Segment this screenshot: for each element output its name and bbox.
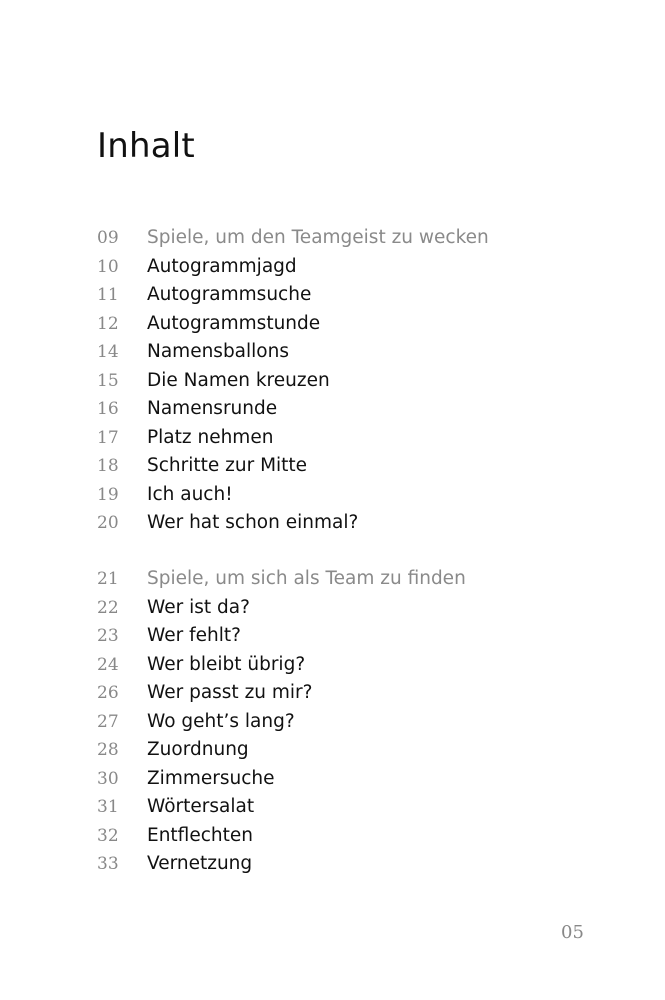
toc-page-number: 31 [97, 797, 119, 817]
toc-section-find-team [97, 565, 567, 879]
toc-page-number: 11 [97, 285, 119, 305]
toc-entry-title: Vernetzung [147, 853, 253, 874]
toc-entry [97, 509, 567, 538]
toc-heading-text: Spiele, um den Teamgeist zu wecken [147, 227, 489, 248]
toc-entry-title: Namensrunde [147, 398, 278, 419]
toc-page-number: 23 [97, 626, 119, 646]
toc-page-number: 21 [97, 569, 119, 589]
toc-page-number: 32 [97, 825, 119, 846]
toc-entry-title: Wer fehlt? [147, 625, 241, 646]
toc-section-heading [97, 224, 567, 253]
toc-page-number: 20 [97, 513, 119, 533]
page-number: 05 [561, 922, 584, 943]
toc-entry-title: Wörtersalat [147, 796, 255, 817]
toc-entry [97, 736, 567, 765]
toc-entry [97, 281, 567, 310]
toc-page-number: 27 [97, 711, 119, 732]
toc-entry-title: Wer bleibt übrig? [147, 653, 306, 675]
toc-entry-title: Die Namen kreuzen [147, 369, 330, 391]
toc-page-number: 17 [97, 427, 119, 448]
toc-entry [97, 310, 567, 339]
toc-entry [97, 395, 567, 424]
toc-page-number: 33 [97, 854, 119, 874]
toc-entry-title: Wo geht’s lang? [147, 710, 295, 732]
toc-section-heading [97, 565, 567, 594]
toc-entry [97, 679, 567, 708]
toc-page-number: 10 [97, 256, 119, 277]
toc-entry [97, 452, 567, 481]
toc-entry [97, 708, 567, 737]
toc-entry-title: Platz nehmen [147, 426, 274, 448]
toc-entry [97, 338, 567, 367]
toc-entry [97, 622, 567, 651]
toc-page-number: 12 [97, 313, 119, 334]
toc-entry [97, 253, 567, 282]
toc-page-number: 18 [97, 456, 119, 476]
toc-entry-title: Zuordnung [147, 739, 249, 760]
toc-entry [97, 793, 567, 822]
toc-page-number: 26 [97, 683, 119, 703]
toc-page-number: 09 [97, 228, 119, 248]
toc-entry-title: Wer hat schon einmal? [147, 512, 359, 533]
toc-entry [97, 594, 567, 623]
toc-entry-title: Entflechten [147, 824, 253, 846]
toc-entry [97, 765, 567, 794]
toc-entry [97, 850, 567, 879]
toc-entry-title: Wer passt zu mir? [147, 682, 313, 703]
toc-entry-title: Zimmersuche [147, 767, 275, 789]
toc-heading-text: Spiele, um sich als Team zu finden [147, 568, 466, 589]
toc-entry-title: Ich auch! [147, 483, 233, 505]
toc-page-number: 24 [97, 654, 119, 675]
page-title: Inhalt [97, 126, 195, 166]
toc-page-number: 28 [97, 740, 119, 760]
toc-page-number: 16 [97, 399, 119, 419]
toc-entry [97, 367, 567, 396]
toc-page-number: 15 [97, 370, 119, 391]
toc-entry [97, 651, 567, 680]
toc-entry [97, 481, 567, 510]
toc-entry [97, 822, 567, 851]
toc-page-number: 30 [97, 768, 119, 789]
toc-entry-title: Autogrammstunde [147, 312, 321, 334]
toc-entry [97, 424, 567, 453]
toc-entry-title: Autogrammjagd [147, 255, 297, 277]
toc-entry-title: Namensballons [147, 341, 289, 362]
toc-entry-title: Wer ist da? [147, 596, 250, 618]
toc-page-number: 19 [97, 484, 119, 505]
toc-page-number: 14 [97, 342, 119, 362]
toc-entry-title: Autogrammsuche [147, 284, 312, 305]
toc-entry-title: Schritte zur Mitte [147, 455, 308, 476]
toc-section-team-spirit [97, 224, 567, 538]
toc-page-number: 22 [97, 597, 119, 618]
